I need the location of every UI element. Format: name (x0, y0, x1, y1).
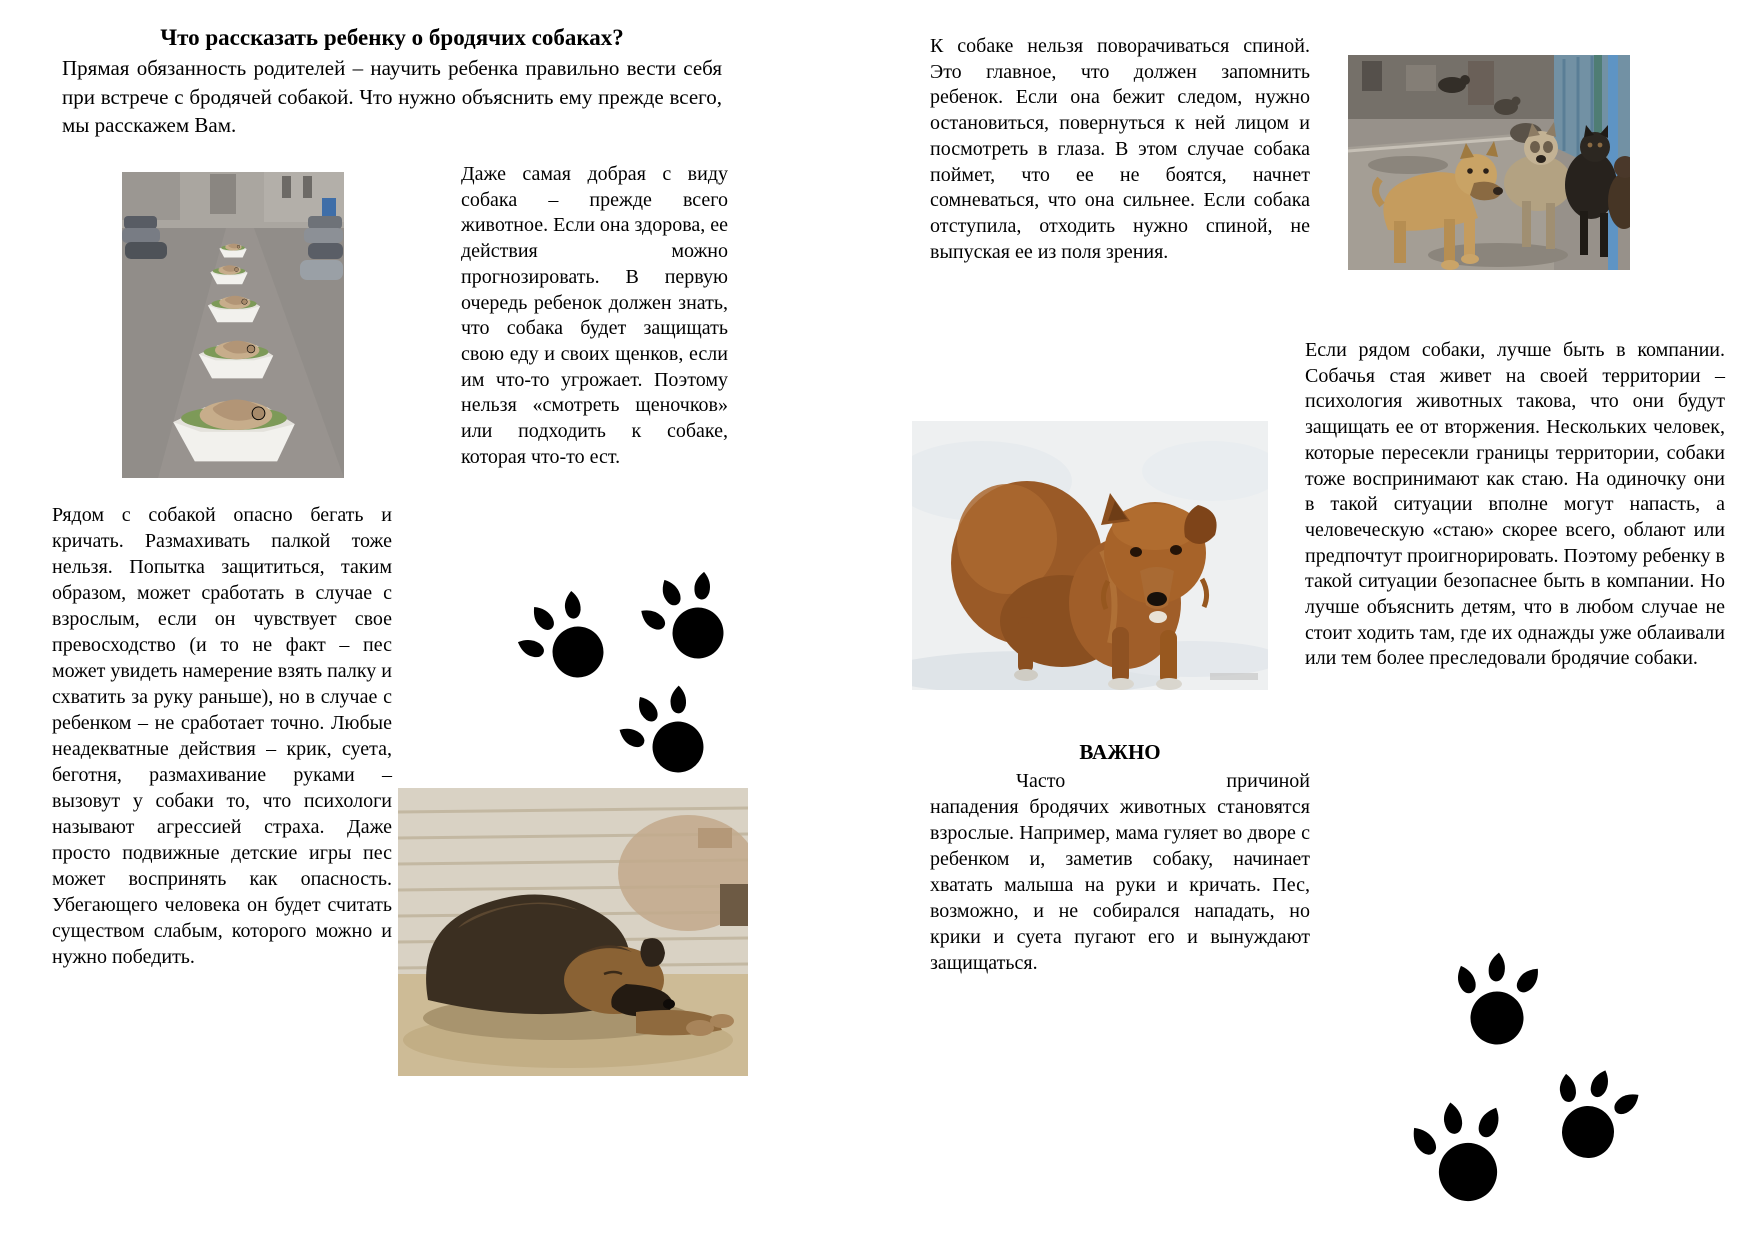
paragraph-important: нападения бродячих животных становятся взрослые. Например, мама гуляет во дворе с ребенком и, заметив собаку, начинает хватать малыша на руки и кричать. Пес, возможно, и не собирался нападать, но крики и суета пугают его и вынуждают защищаться. (930, 796, 1310, 974)
street-dog-beds-photo (122, 172, 344, 478)
street-dog-beds-illustration (122, 172, 344, 478)
intro-paragraph: Прямая обязанность родителей – научить ребенка правильно вести себя при встрече с бродячей собакой. Что нужно объяснить ему прежде всего, мы расскажем Вам. (62, 56, 722, 137)
lying-dog-illustration (398, 788, 748, 1076)
stray-dog-pack-photo (1348, 55, 1630, 270)
important-heading: ВАЖНО (1079, 740, 1161, 764)
important-lead-word2: причиной (1226, 770, 1310, 792)
paw-prints-icon (500, 552, 740, 780)
paragraph-never-turn-back: К собаке нельзя поворачиваться спиной. Это главное, что должен запомнить ребенок. Если она бежит следом, нужно остановиться, повернуться к ней лицом и посмотреть в глаза. В этом случае собака поймет, что ее не боятся, начнет сомневаться, что она сильнее. Если собака отступила, отходить нужно спиной, не выпуская ее из поля зрения. (930, 35, 1310, 263)
important-lead-word: Часто (1016, 770, 1066, 792)
paw-prints-icon (1400, 930, 1690, 1230)
paragraph-do-not-run: Рядом с собакой опасно бегать и кричать. Размахивать палкой тоже нельзя. Попытка защититься, таким образом, может сработать в случае с взрослым, если он чувствует свое превосходство (и то не факт – пес может увидеть намерение взять палку и схватить за руку раньше), но в случае с ребенком – не сработает точно. Любые неадекватные действия – крик, суета, беготня, размахивание руками – вызовут у собаки то, что психологи называют агрессией страха. Даже просто подвижные детские игры пес может воспринять как опасность. Убегающего человека он будет считать существом слабым, которого можно и нужно победить. (52, 504, 392, 968)
paragraph-stay-in-company: Если рядом собаки, лучше быть в компании. Собачья стая живет на своей территории – психология животных такова, что они будут защищать ее от вторжения. Нескольких человек, которые пересекли границы территории, собаки тоже воспринимают как стаю. На одиночку они в такой ситуации вполне могут напасть, а человеческую «стаю» скорее всего, облают или предпочтут проигнорировать. Поэтому ребенку в такой ситуации безопаснее быть в компании. Но лучше объяснить детям, что в любом случае не стоит ходить там, где их однажды уже облаивали или тем более преследовали бродячие собаки. (1305, 339, 1725, 670)
stray-dog-pack-illustration (1348, 55, 1630, 270)
snow-dog-illustration (912, 421, 1268, 690)
important-first-line (930, 768, 1310, 794)
lying-dog-photo (398, 788, 748, 1076)
page-title: Что рассказать ребенку о бродячих собаках? (160, 25, 624, 50)
paragraph-even-kind-dog: Даже самая добрая с виду собака – прежде всего животное. Если она здорова, ее действия можно прогнозировать. В первую очередь ребенок должен знать, что собака будет защищать свою еду и своих щенков, если им что-то угрожает. Поэтому нельзя «смотреть щеночков» или подходить к собаке, которая что-то ест. (461, 163, 729, 468)
snow-dog-photo (912, 421, 1268, 690)
